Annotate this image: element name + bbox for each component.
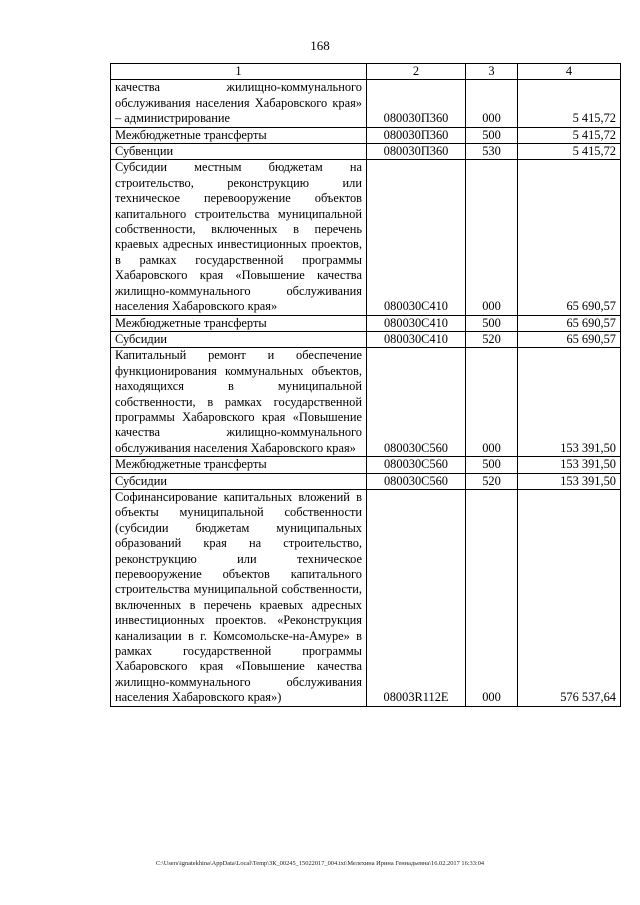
row-amount: 5 415,72 [518, 80, 621, 127]
column-header: 3 [466, 64, 518, 80]
table-row [111, 160, 621, 315]
row-kind: 530 [466, 144, 518, 160]
budget-table [110, 63, 621, 707]
row-amount: 5 415,72 [518, 127, 621, 143]
table-row [111, 473, 621, 489]
row-kind: 000 [466, 160, 518, 315]
table-row [111, 80, 621, 127]
row-name: Субсидии [111, 331, 367, 347]
column-header: 1 [111, 64, 367, 80]
table-row [111, 144, 621, 160]
row-kind: 520 [466, 331, 518, 347]
row-amount: 153 391,50 [518, 348, 621, 457]
row-name: Межбюджетные трансферты [111, 457, 367, 473]
table-row [111, 127, 621, 143]
row-code: 080030П360 [367, 127, 466, 143]
row-code: 08003R112Е [367, 489, 466, 706]
table-row [111, 348, 621, 457]
row-amount: 5 415,72 [518, 144, 621, 160]
row-kind: 500 [466, 315, 518, 331]
row-amount: 153 391,50 [518, 473, 621, 489]
row-amount: 65 690,57 [518, 160, 621, 315]
row-code: 080030С410 [367, 315, 466, 331]
table-header-row [111, 64, 621, 80]
row-name: качества жилищно-коммунального обслуживания населения Хабаровского края» – администрирование [111, 80, 367, 127]
row-name: Субвенции [111, 144, 367, 160]
footer-file-path: C:\Users\ignatekhina\AppData\Local\Temp\ЗК_00245_15022017_004.txt\Мелехина Ирина Геннадьевна\16.02.2017 16:33:04 [155, 860, 485, 867]
row-amount: 65 690,57 [518, 331, 621, 347]
table-row [111, 331, 621, 347]
row-kind: 000 [466, 348, 518, 457]
row-code: 080030С410 [367, 160, 466, 315]
row-name: Субсидии местным бюджетам на строительство, реконструкцию или техническое перевооружение объектов капитального строительства муниципальной собственности, включенных в перечень краевых адресных инвестиционных проектов, в рамках государственной программы Хабаровского края «Повышение качества жилищно-коммунального обслуживания населения Хабаровского края» [111, 160, 367, 315]
page-number: 168 [310, 38, 330, 53]
row-amount: 153 391,50 [518, 457, 621, 473]
column-header: 4 [518, 64, 621, 80]
row-code: 080030С560 [367, 473, 466, 489]
table-row [111, 489, 621, 706]
row-kind: 000 [466, 489, 518, 706]
row-code: 080030С560 [367, 348, 466, 457]
row-name: Межбюджетные трансферты [111, 127, 367, 143]
row-code: 080030С560 [367, 457, 466, 473]
row-name: Субсидии [111, 473, 367, 489]
row-name: Капитальный ремонт и обеспечение функционирования коммунальных объектов, находящихся в муниципальной собственности, в рамках государственной программы Хабаровского края «Повышение качества жилищно-коммунального обслуживания населения Хабаровского края» [111, 348, 367, 457]
row-kind: 520 [466, 473, 518, 489]
row-kind: 500 [466, 127, 518, 143]
row-amount: 65 690,57 [518, 315, 621, 331]
row-code: 080030П360 [367, 80, 466, 127]
row-code: 080030С410 [367, 331, 466, 347]
row-kind: 500 [466, 457, 518, 473]
row-kind: 000 [466, 80, 518, 127]
row-name: Софинансирование капитальных вложений в объекты муниципальной собственности (субсидии бюджетам муниципальных образований края на строительство, реконструкцию или техническое перевооружение объектов капитального строительства муниципальной собственности, включенных в перечень краевых адресных инвестиционных проектов. «Реконструкция канализации в г. Комсомольске-на-Амуре» в рамках государственной программы Хабаровского края «Повышение качества жилищно-коммунального обслуживания населения Хабаровского края») [111, 489, 367, 706]
row-amount: 576 537,64 [518, 489, 621, 706]
table-row [111, 315, 621, 331]
row-code: 080030П360 [367, 144, 466, 160]
column-header: 2 [367, 64, 466, 80]
table-row [111, 457, 621, 473]
row-name: Межбюджетные трансферты [111, 315, 367, 331]
